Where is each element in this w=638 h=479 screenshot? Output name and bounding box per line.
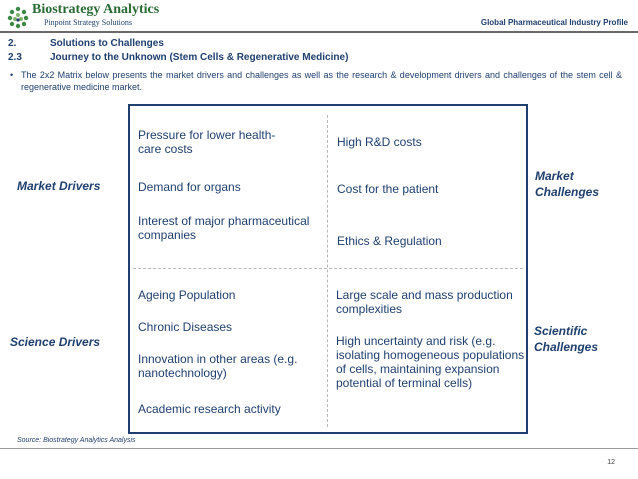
driver-item: Pressure for lower health-care costs (138, 128, 276, 156)
intro-text: The 2x2 Matrix below presents the market drivers and challenges as well as the research & development drivers and challenges of the stem cell & regenerative medicine market. (21, 70, 622, 92)
bullet-icon: • (10, 70, 14, 80)
brand-tagline: Pinpoint Strategy Solutions (44, 18, 133, 27)
matrix-horizontal-divider (133, 268, 523, 269)
brand-name: Biostrategy Analytics (32, 2, 160, 17)
logo-icon (6, 5, 30, 29)
document-title: Global Pharmaceutical Industry Profile (480, 18, 628, 27)
challenge-item: Large scale and mass production complexities (336, 288, 513, 316)
quadrant-market-drivers (138, 128, 328, 258)
label-market-drivers: Market Drivers (17, 179, 101, 193)
driver-item: Ageing Population (138, 288, 236, 302)
intro-paragraph (10, 69, 622, 93)
subsection-title: Journey to the Unknown (Stem Cells & Regenerative Medicine) (50, 52, 349, 63)
section-title: Solutions to Challenges (50, 38, 164, 49)
quadrant-scientific-challenges (336, 286, 526, 426)
header-divider (0, 31, 638, 33)
driver-item: Innovation in other areas (e.g. nanotechnology) (138, 352, 298, 380)
challenge-item: High uncertainty and risk (e.g. isolating homogeneous populations of cells, maintaining expansion potential of terminal cells) (336, 334, 525, 390)
quadrant-market-challenges (337, 128, 525, 258)
challenge-item: High R&D costs (337, 135, 422, 149)
page-number: 12 (607, 459, 615, 466)
driver-item: Chronic Diseases (138, 320, 233, 334)
footer-divider (0, 448, 638, 449)
challenge-item: Ethics & Regulation (337, 234, 442, 248)
quadrant-science-drivers (138, 286, 328, 426)
driver-item: Demand for organs (138, 180, 241, 194)
label-science-drivers: Science Drivers (10, 335, 101, 349)
subsection-number: 2.3 (8, 52, 22, 63)
challenge-item: Cost for the patient (337, 182, 439, 196)
label-scientific-challenges: Scientific Challenges (534, 324, 599, 354)
section-number: 2. (8, 38, 17, 49)
driver-item: Interest of major pharmaceutical companies (138, 214, 310, 242)
label-market-challenges: Market Challenges (535, 169, 600, 199)
driver-item: Academic research activity (138, 402, 281, 416)
source-note: Source: Biostrategy Analytics Analysis (17, 437, 136, 444)
